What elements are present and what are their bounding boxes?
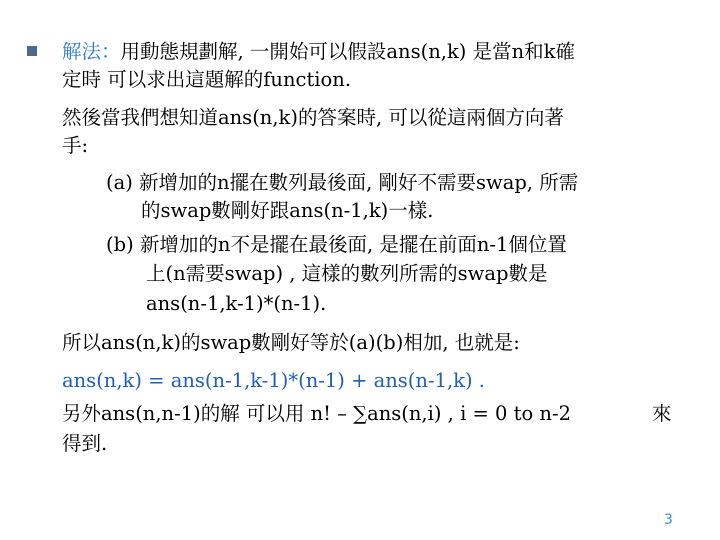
line-12: 另外ans(n,n-1)的解 可以用 n! – ∑ans(n,i) , i = 0 to n-2 bbox=[62, 402, 571, 425]
line-2: 定時 可以求出這題解的function. bbox=[62, 68, 352, 91]
line-1 bbox=[62, 40, 575, 64]
line-6: 的swap數剛好跟ans(n-1,k)一樣. bbox=[141, 199, 434, 222]
line-1-text: 用動態規劃解, 一開始可以假設ans(n,k) 是當n和k確 bbox=[120, 40, 575, 63]
solution-heading: 解法： bbox=[62, 40, 121, 63]
line-8: 上(n需要swap) , 這樣的數列所需的swap數是 bbox=[146, 262, 548, 285]
line-7: (b) 新增加的n不是擺在最後面, 是擺在前面n-1個位置 bbox=[106, 233, 567, 256]
bullet-square-icon bbox=[27, 46, 37, 56]
line-4: 手: bbox=[62, 134, 89, 157]
line-3: 然後當我們想知道ans(n,k)的答案時, 可以從這兩個方向著 bbox=[62, 106, 564, 129]
line-13: 得到. bbox=[62, 432, 108, 455]
recurrence-formula: ans(n,k) = ans(n-1,k-1)*(n-1) + ans(n-1,k) . bbox=[62, 369, 485, 392]
line-10: 所以ans(n,k)的swap數剛好等於(a)(b)相加, 也就是: bbox=[62, 331, 520, 354]
line-12-end: 來 bbox=[652, 402, 672, 425]
line-5: (a) 新增加的n擺在數列最後面, 剛好不需要swap, 所需 bbox=[106, 171, 579, 194]
line-9: ans(n-1,k-1)*(n-1). bbox=[146, 292, 327, 315]
page-number: 3 bbox=[664, 512, 673, 528]
